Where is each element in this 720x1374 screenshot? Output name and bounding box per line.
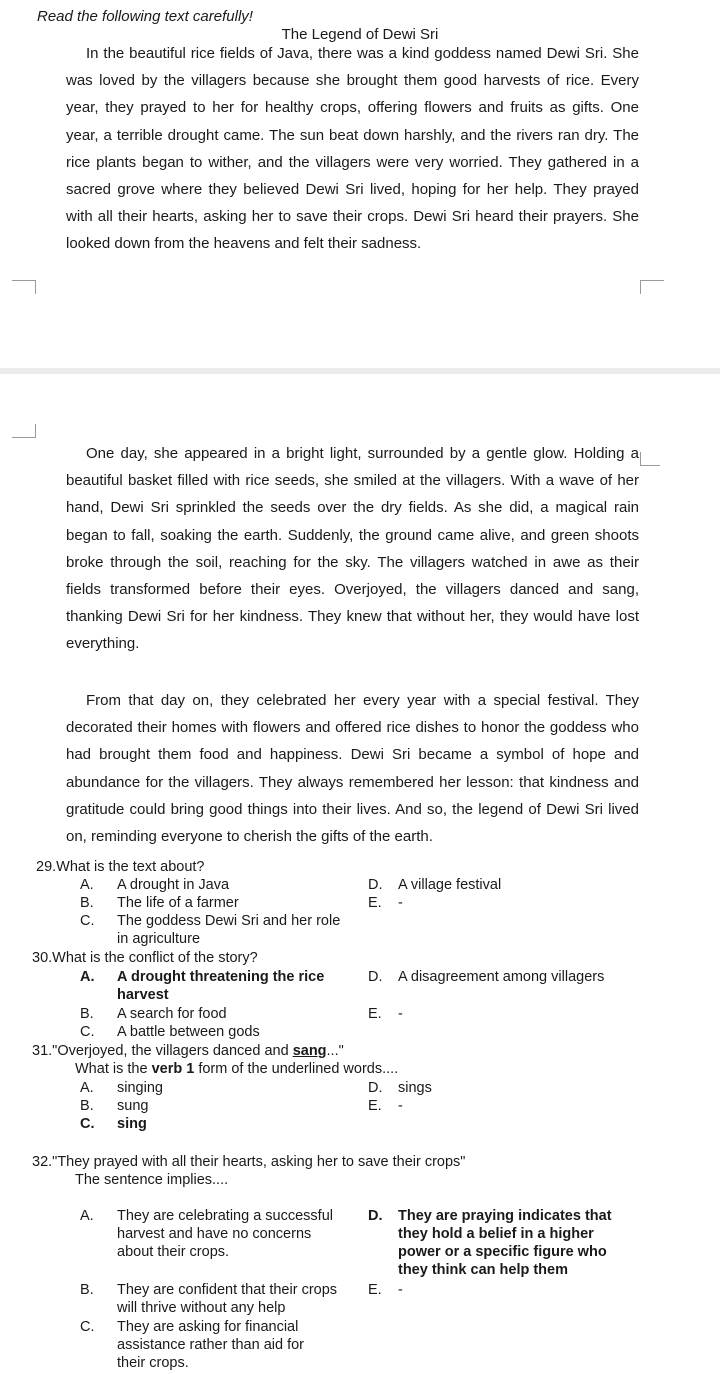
prompt-bold-text: verb 1 <box>151 1061 195 1077</box>
option-text: - <box>398 1098 403 1114</box>
option-letter: E. <box>368 1006 382 1022</box>
story-paragraph <box>66 40 639 258</box>
option-text: - <box>398 895 403 911</box>
page-break <box>0 368 720 374</box>
page-corner-mark <box>640 280 664 294</box>
page-corner-mark <box>640 452 660 466</box>
option-text: singing <box>117 1080 163 1096</box>
question-31 <box>32 1042 344 1060</box>
option-letter: E. <box>368 1282 382 1298</box>
option-e[interactable] <box>368 1097 668 1115</box>
prompt-text-end: form of the underlined words.... <box>194 1061 399 1077</box>
option-text: The goddess Dewi Sri and her role in agriculture <box>117 913 341 947</box>
question-text: What is the text about? <box>56 859 205 875</box>
option-letter: D. <box>368 877 383 893</box>
option-a[interactable] <box>80 876 350 894</box>
paragraph-text: From that day on, they celebrated her every year with a special festival. They decorated their homes with flowers and offered rice dishes to honor the goddess who had brought them food and happiness. Dewi Sri became a symbol of hope and abundance for the villagers. They always remembered her lesson: that kindness and gratitude could bring good things into their lives. And so, the legend of Dewi Sri lived on, reminding everyone to cherish the gifts of the earth. <box>66 692 639 846</box>
option-text: sing <box>117 1116 147 1132</box>
option-letter: C. <box>80 1024 95 1040</box>
option-b[interactable] <box>80 1281 355 1317</box>
prompt-text: The sentence implies.... <box>75 1172 229 1188</box>
option-text: A drought in Java <box>117 877 230 893</box>
option-letter: E. <box>368 1098 382 1114</box>
question-32 <box>32 1153 465 1171</box>
option-c[interactable] <box>80 1115 350 1133</box>
question-prompt <box>75 1171 228 1189</box>
option-text: They are praying indicates that they hold a belief in a higher power or a specific figure who they think can help them <box>398 1208 612 1278</box>
option-text: A search for food <box>117 1006 227 1022</box>
option-text: sung <box>117 1098 149 1114</box>
option-e[interactable] <box>368 1005 668 1023</box>
paragraph-text: In the beautiful rice fields of Java, there was a kind goddess named Dewi Sri. She was loved by the villagers because she brought them good harvests of rice. Every year, they prayed to her for healthy crops, offering flowers and fruits as gifts. One year, a terrible drought came. The sun beat down harshly, and the rivers ran dry. The rice plants began to wither, and the villagers were very worried. They gathered in a sacred grove where they believed Dewi Sri lived, hoping for her help. They prayed with all their hearts, asking her to save their crops. Dewi Sri heard their prayers. She looked down from the heavens and felt their sadness. <box>66 45 639 253</box>
option-d[interactable] <box>368 968 688 986</box>
option-letter: A. <box>80 877 94 893</box>
option-letter: C. <box>80 1116 95 1132</box>
question-text: What is the conflict of the story? <box>52 950 258 966</box>
option-a[interactable] <box>80 1207 350 1261</box>
paragraph-text: One day, she appeared in a bright light, surrounded by a gentle glow. Holding a beautiful basket filled with rice seeds, she smiled at the villagers. With a wave of her hand, Dewi Sri sprinkled the seeds over the dry fields. As she did, a magical rain began to fall, soaking the earth. Suddenly, the ground came alive, and green shoots broke through the soil, reaching for the sky. The villagers watched in awe as their fields transformed before their eyes. Overjoyed, the villagers danced and sang, thanking Dewi Sri for her kindness. They knew that without her, they would have lost everything. <box>66 445 639 653</box>
underlined-word: sang <box>292 1043 327 1059</box>
story-title: The Legend of Dewi Sri <box>281 26 439 43</box>
option-b[interactable] <box>80 1097 350 1115</box>
option-letter: D. <box>368 1208 383 1224</box>
option-d[interactable] <box>368 1079 668 1097</box>
option-text: - <box>398 1006 403 1022</box>
option-letter: A. <box>80 1080 94 1096</box>
option-c[interactable] <box>80 1318 335 1372</box>
page-corner-mark <box>12 280 36 294</box>
question-number: 31. <box>32 1043 53 1059</box>
option-text: They are celebrating a successful harvest and have no concerns about their crops. <box>117 1208 333 1260</box>
option-b[interactable] <box>80 1005 350 1023</box>
option-text: A drought threatening the rice harvest <box>117 969 325 1003</box>
question-text: "Overjoyed, the villagers danced and <box>52 1043 293 1059</box>
option-text: A disagreement among villagers <box>398 969 605 985</box>
option-letter: D. <box>368 969 383 985</box>
question-text-end: ..." <box>326 1043 344 1059</box>
question-number: 29. <box>36 859 57 875</box>
question-number: 30. <box>32 950 53 966</box>
question-29 <box>36 858 204 876</box>
page-corner-mark <box>12 424 36 438</box>
option-text: A battle between gods <box>117 1024 260 1040</box>
option-a[interactable] <box>80 968 345 1004</box>
option-letter: D. <box>368 1080 383 1096</box>
question-prompt <box>75 1060 398 1078</box>
option-letter: B. <box>80 895 94 911</box>
option-c[interactable] <box>80 1023 350 1041</box>
option-letter: C. <box>80 913 95 929</box>
option-e[interactable] <box>368 1281 668 1299</box>
prompt-text: What is the <box>75 1061 152 1077</box>
option-d[interactable] <box>368 876 668 894</box>
option-letter: E. <box>368 895 382 911</box>
option-text: The life of a farmer <box>117 895 239 911</box>
option-text: They are confident that their crops will thrive without any help <box>117 1282 338 1316</box>
option-letter: C. <box>80 1319 95 1335</box>
option-a[interactable] <box>80 1079 350 1097</box>
option-e[interactable] <box>368 894 668 912</box>
instruction: Read the following text carefully! <box>37 8 253 25</box>
question-number: 32. <box>32 1154 53 1170</box>
question-text: "They prayed with all their hearts, asking her to save their crops" <box>52 1154 466 1170</box>
option-letter: A. <box>80 969 95 985</box>
story-paragraph <box>66 440 639 658</box>
option-text: - <box>398 1282 403 1298</box>
option-letter: B. <box>80 1098 94 1114</box>
option-b[interactable] <box>80 894 350 912</box>
story-paragraph <box>66 687 639 850</box>
question-30 <box>32 949 258 967</box>
option-text: They are asking for financial assistance rather than aid for their crops. <box>117 1319 304 1371</box>
option-letter: A. <box>80 1208 94 1224</box>
option-text: A village festival <box>398 877 502 893</box>
option-c[interactable] <box>80 912 342 948</box>
option-d[interactable] <box>368 1207 630 1279</box>
option-letter: B. <box>80 1006 94 1022</box>
option-text: sings <box>398 1080 432 1096</box>
option-letter: B. <box>80 1282 94 1298</box>
